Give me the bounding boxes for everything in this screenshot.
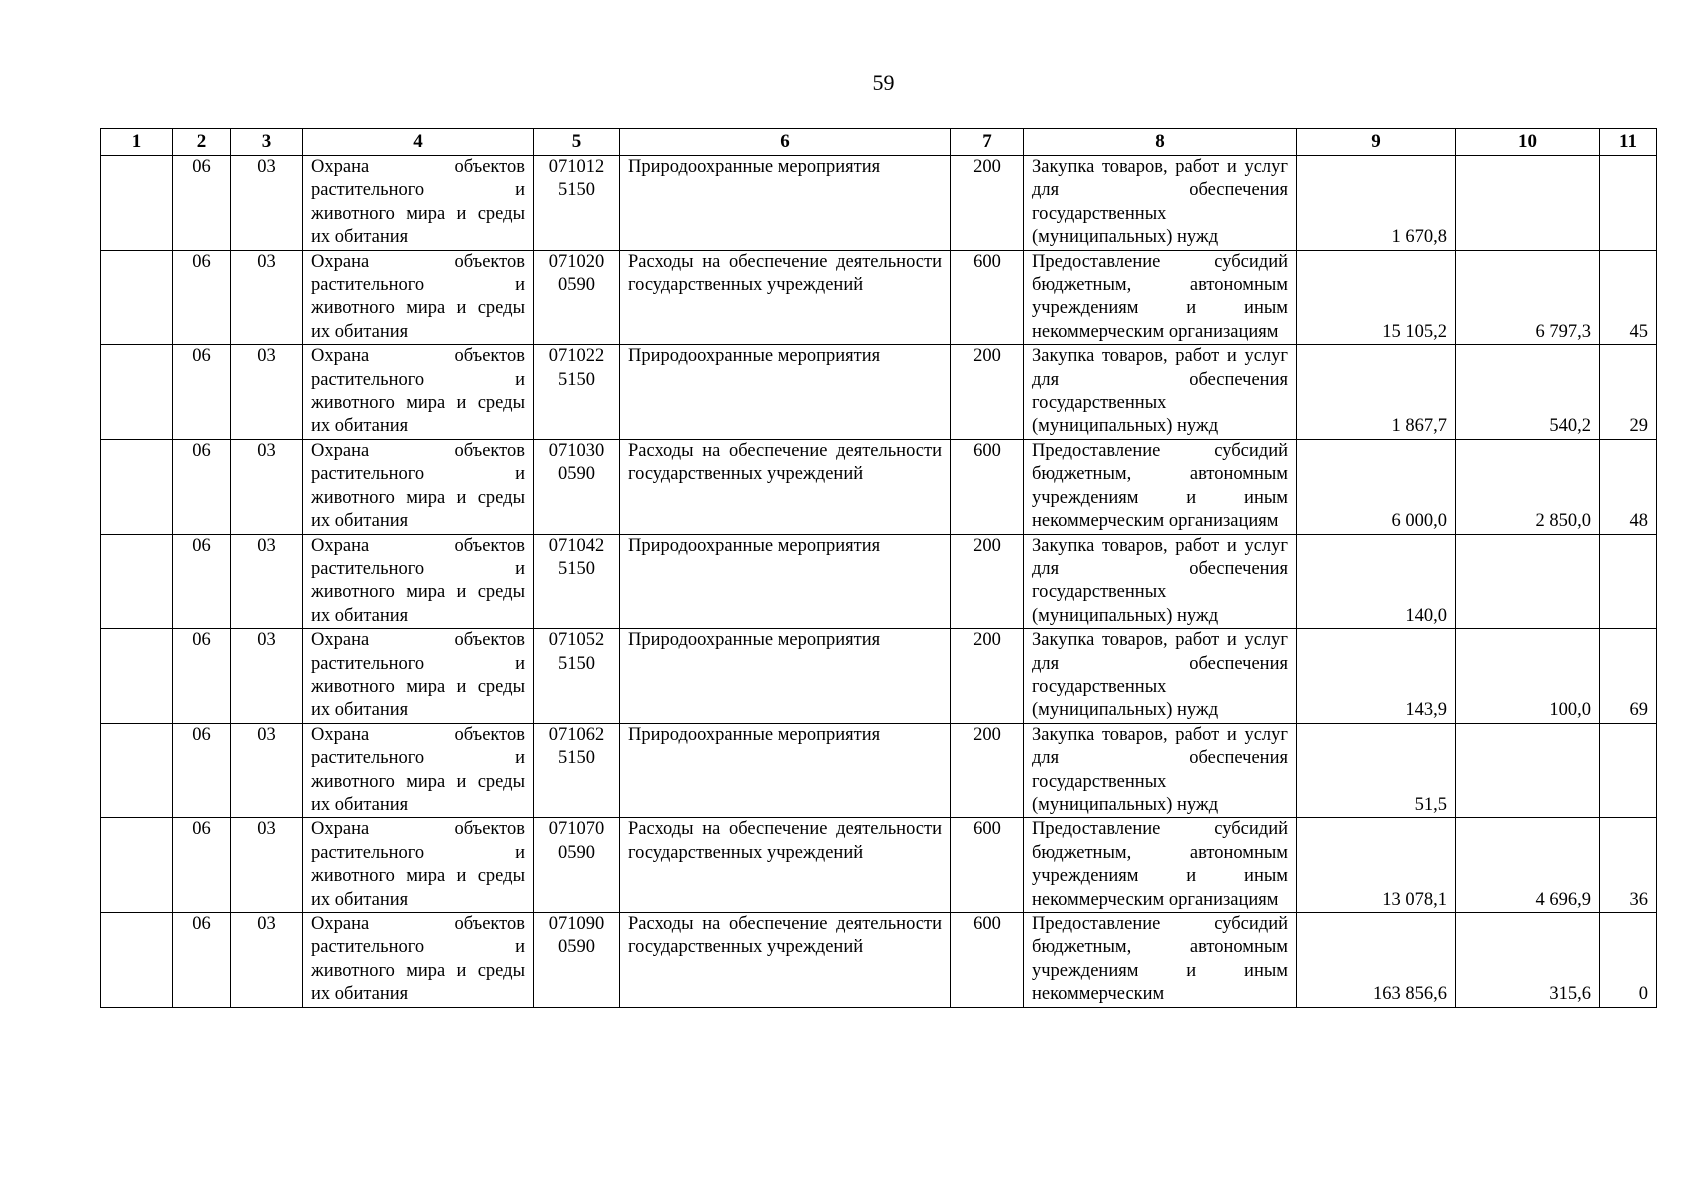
- header-col-10: 10: [1456, 129, 1600, 156]
- cell-target-code: 071070 0590: [534, 818, 620, 913]
- table-row: [101, 156, 1657, 251]
- cell-subsection: 03: [231, 439, 303, 534]
- header-col-3: 3: [231, 129, 303, 156]
- cell-executed: 100,0: [1456, 629, 1600, 724]
- cell-amount: 1 867,7: [1297, 345, 1456, 440]
- cell-executed: 6 797,3: [1456, 250, 1600, 345]
- cell-col1: [101, 156, 173, 251]
- cell-amount: 6 000,0: [1297, 439, 1456, 534]
- cell-expense-type: 600: [951, 439, 1024, 534]
- cell-amount: 51,5: [1297, 723, 1456, 818]
- cell-target-code: 071012 5150: [534, 156, 620, 251]
- cell-expense-type: 600: [951, 913, 1024, 1008]
- cell-percent: [1600, 534, 1657, 629]
- cell-percent: 0: [1600, 913, 1657, 1008]
- cell-target-code: 071030 0590: [534, 439, 620, 534]
- table-row: [101, 818, 1657, 913]
- cell-expense-name: Закупка товаров, работ и услуг для обеспечения государственных (муниципальных) нужд: [1024, 723, 1297, 818]
- cell-section: 06: [173, 534, 231, 629]
- cell-section: 06: [173, 723, 231, 818]
- table-row: [101, 723, 1657, 818]
- cell-amount: 13 078,1: [1297, 818, 1456, 913]
- cell-executed: [1456, 534, 1600, 629]
- cell-target-name: Природоохранные мероприятия: [620, 345, 951, 440]
- header-col-6: 6: [620, 129, 951, 156]
- table-row: [101, 913, 1657, 1008]
- cell-target-name: Природоохранные мероприятия: [620, 723, 951, 818]
- header-row: [101, 129, 1657, 156]
- cell-subsection-name: Охрана объектов растительного и животного мира и среды их обитания: [303, 913, 534, 1008]
- cell-percent: [1600, 156, 1657, 251]
- cell-expense-name: Предоставление субсидий бюджетным, автономным учреждениям и иным некоммерческим организациям: [1024, 818, 1297, 913]
- table-row: [101, 345, 1657, 440]
- cell-percent: 45: [1600, 250, 1657, 345]
- table-row: [101, 629, 1657, 724]
- cell-executed: 315,6: [1456, 913, 1600, 1008]
- cell-expense-type: 200: [951, 534, 1024, 629]
- cell-target-name: Природоохранные мероприятия: [620, 156, 951, 251]
- cell-subsection-name: Охрана объектов растительного и животного мира и среды их обитания: [303, 723, 534, 818]
- cell-target-code: 071062 5150: [534, 723, 620, 818]
- cell-amount: 163 856,6: [1297, 913, 1456, 1008]
- cell-target-name: Расходы на обеспечение деятельности государственных учреждений: [620, 439, 951, 534]
- cell-percent: 29: [1600, 345, 1657, 440]
- header-col-9: 9: [1297, 129, 1456, 156]
- cell-executed: [1456, 156, 1600, 251]
- cell-col1: [101, 345, 173, 440]
- cell-executed: [1456, 723, 1600, 818]
- header-col-8: 8: [1024, 129, 1297, 156]
- cell-expense-type: 200: [951, 629, 1024, 724]
- cell-section: 06: [173, 913, 231, 1008]
- cell-subsection-name: Охрана объектов растительного и животного мира и среды их обитания: [303, 156, 534, 251]
- cell-amount: 140,0: [1297, 534, 1456, 629]
- cell-percent: [1600, 723, 1657, 818]
- cell-subsection: 03: [231, 913, 303, 1008]
- cell-expense-type: 200: [951, 156, 1024, 251]
- cell-subsection: 03: [231, 156, 303, 251]
- cell-col1: [101, 534, 173, 629]
- cell-target-code: 071090 0590: [534, 913, 620, 1008]
- page-number: 59: [872, 70, 895, 95]
- header-col-1: 1: [101, 129, 173, 156]
- cell-expense-type: 200: [951, 723, 1024, 818]
- cell-col1: [101, 439, 173, 534]
- cell-section: 06: [173, 250, 231, 345]
- cell-target-name: Природоохранные мероприятия: [620, 534, 951, 629]
- cell-subsection-name: Охрана объектов растительного и животного мира и среды их обитания: [303, 629, 534, 724]
- cell-col1: [101, 913, 173, 1008]
- cell-section: 06: [173, 629, 231, 724]
- cell-target-name: Природоохранные мероприятия: [620, 629, 951, 724]
- cell-subsection: 03: [231, 345, 303, 440]
- header-col-5: 5: [534, 129, 620, 156]
- cell-percent: 48: [1600, 439, 1657, 534]
- cell-section: 06: [173, 439, 231, 534]
- cell-expense-name: Закупка товаров, работ и услуг для обеспечения государственных (муниципальных) нужд: [1024, 534, 1297, 629]
- cell-expense-name: Закупка товаров, работ и услуг для обеспечения государственных (муниципальных) нужд: [1024, 629, 1297, 724]
- cell-target-code: 071042 5150: [534, 534, 620, 629]
- cell-percent: 69: [1600, 629, 1657, 724]
- cell-subsection: 03: [231, 723, 303, 818]
- cell-target-name: Расходы на обеспечение деятельности государственных учреждений: [620, 250, 951, 345]
- cell-subsection: 03: [231, 818, 303, 913]
- cell-col1: [101, 818, 173, 913]
- cell-executed: 540,2: [1456, 345, 1600, 440]
- cell-section: 06: [173, 345, 231, 440]
- cell-subsection-name: Охрана объектов растительного и животного мира и среды их обитания: [303, 534, 534, 629]
- cell-target-name: Расходы на обеспечение деятельности государственных учреждений: [620, 818, 951, 913]
- budget-table: [100, 128, 1657, 1008]
- header-col-2: 2: [173, 129, 231, 156]
- cell-expense-type: 600: [951, 250, 1024, 345]
- cell-subsection-name: Охрана объектов растительного и животного мира и среды их обитания: [303, 345, 534, 440]
- table-row: [101, 534, 1657, 629]
- header-col-4: 4: [303, 129, 534, 156]
- cell-target-code: 071022 5150: [534, 345, 620, 440]
- table-row: [101, 250, 1657, 345]
- header-col-7: 7: [951, 129, 1024, 156]
- cell-col1: [101, 629, 173, 724]
- cell-subsection-name: Охрана объектов растительного и животного мира и среды их обитания: [303, 818, 534, 913]
- cell-amount: 143,9: [1297, 629, 1456, 724]
- cell-section: 06: [173, 156, 231, 251]
- cell-section: 06: [173, 818, 231, 913]
- cell-target-code: 071020 0590: [534, 250, 620, 345]
- cell-executed: 2 850,0: [1456, 439, 1600, 534]
- cell-col1: [101, 250, 173, 345]
- cell-subsection: 03: [231, 250, 303, 345]
- cell-amount: 1 670,8: [1297, 156, 1456, 251]
- header-col-11: 11: [1600, 129, 1657, 156]
- cell-col1: [101, 723, 173, 818]
- cell-subsection: 03: [231, 534, 303, 629]
- cell-expense-name: Предоставление субсидий бюджетным, автономным учреждениям и иным некоммерческим: [1024, 913, 1297, 1008]
- cell-expense-name: Закупка товаров, работ и услуг для обеспечения государственных (муниципальных) нужд: [1024, 345, 1297, 440]
- cell-executed: 4 696,9: [1456, 818, 1600, 913]
- cell-expense-name: Предоставление субсидий бюджетным, автономным учреждениям и иным некоммерческим организациям: [1024, 250, 1297, 345]
- table-row: [101, 439, 1657, 534]
- cell-subsection: 03: [231, 629, 303, 724]
- cell-subsection-name: Охрана объектов растительного и животного мира и среды их обитания: [303, 439, 534, 534]
- cell-subsection-name: Охрана объектов растительного и животного мира и среды их обитания: [303, 250, 534, 345]
- cell-expense-type: 200: [951, 345, 1024, 440]
- cell-target-name: Расходы на обеспечение деятельности государственных учреждений: [620, 913, 951, 1008]
- cell-target-code: 071052 5150: [534, 629, 620, 724]
- cell-percent: 36: [1600, 818, 1657, 913]
- cell-expense-name: Закупка товаров, работ и услуг для обеспечения государственных (муниципальных) нужд: [1024, 156, 1297, 251]
- cell-amount: 15 105,2: [1297, 250, 1456, 345]
- cell-expense-name: Предоставление субсидий бюджетным, автономным учреждениям и иным некоммерческим организациям: [1024, 439, 1297, 534]
- cell-expense-type: 600: [951, 818, 1024, 913]
